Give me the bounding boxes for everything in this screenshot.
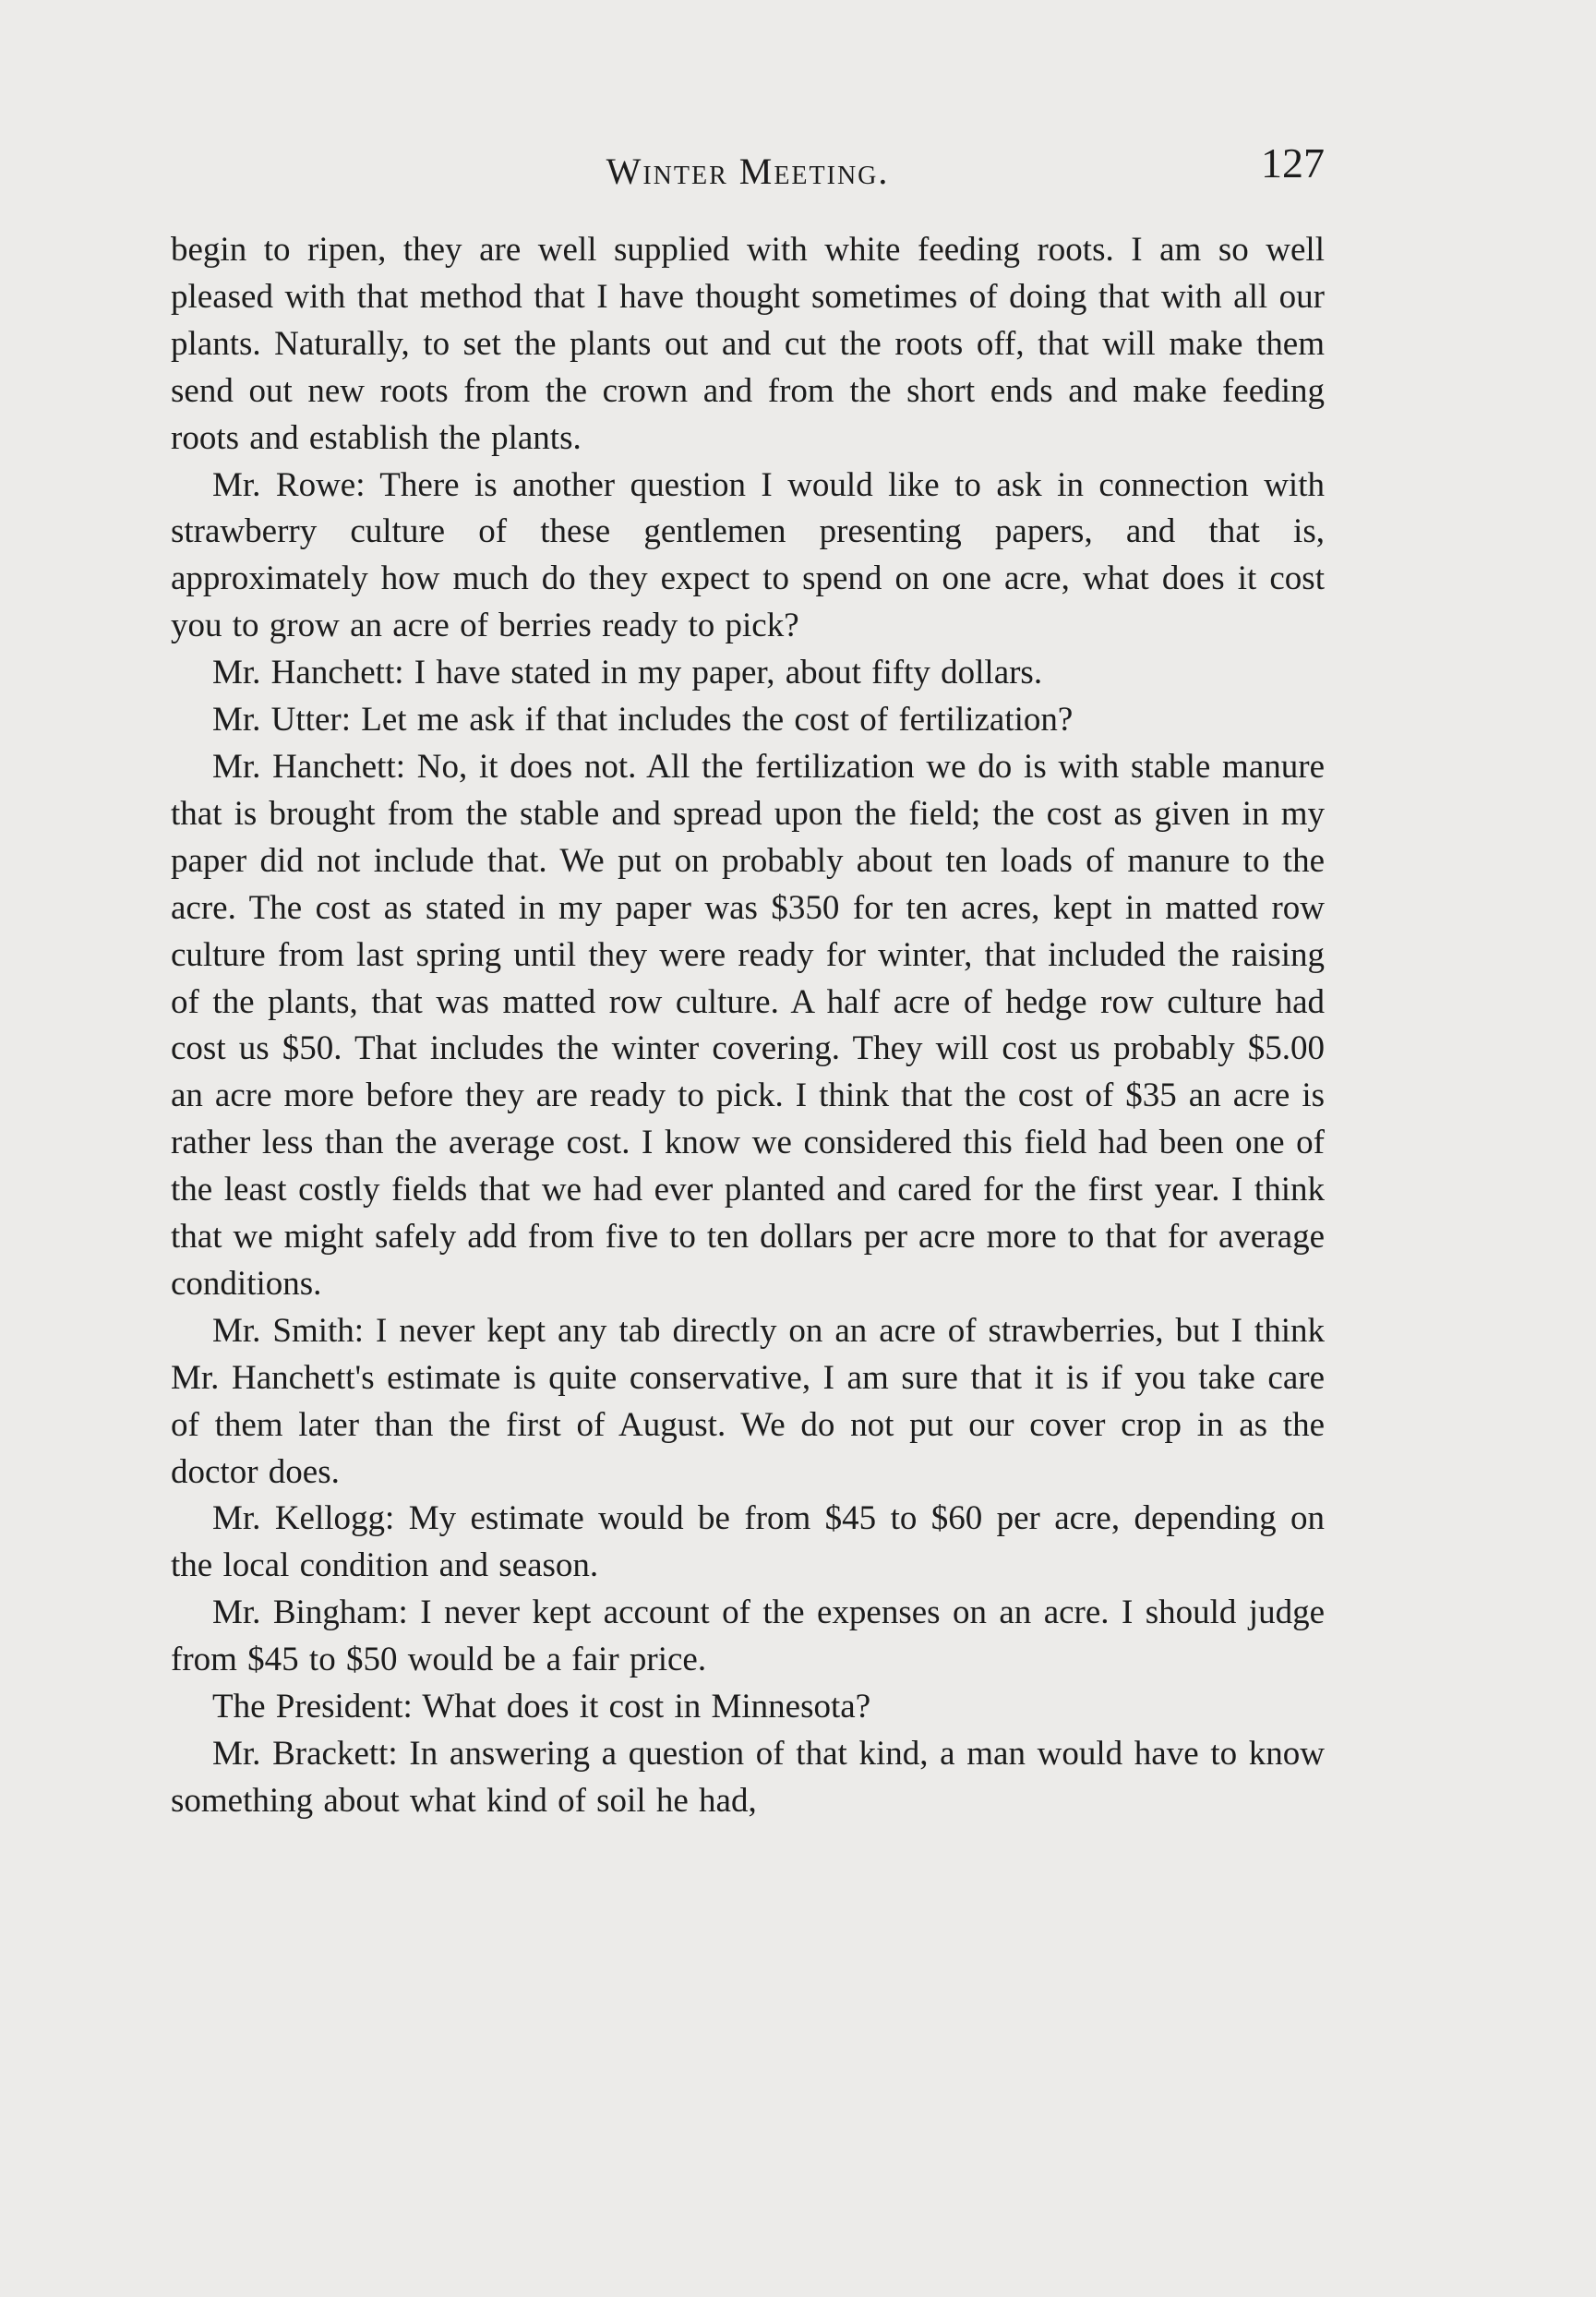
speaker-name: Mr. Brackett: (212, 1735, 398, 1773)
speaker-name: The President: (212, 1688, 413, 1726)
paragraph-text: I never kept any tab directly on an acre of strawberries, but I think Mr. Hanchett's estimate is quite conservative, I am sure that it is if you take care of them later than the first of August. We do not put our cover crop in as the doctor does. (171, 1311, 1325, 1491)
paragraph (171, 1496, 1325, 1590)
paragraph-text: Let me ask if that includes the cost of fertilization? (361, 701, 1074, 740)
speaker-name: Mr. Bingham: (212, 1593, 408, 1632)
page-header (171, 138, 1325, 194)
speaker-name: Mr. Kellogg: (212, 1499, 395, 1538)
speaker-name: Mr. Smith: (212, 1311, 365, 1350)
paragraph-text: begin to ripen, they are well supplied with white feeding roots. I am so well pleased with that method that I have thought sometimes of doing that with all our plants. Naturally, to set the plants out and cut the roots off, that will make them send out new roots from the crown and from the short ends and make feeding roots and establish the plants. (171, 231, 1325, 457)
paragraph-text: There is another question I would like to ask in connection with strawberry culture of these gentlemen presenting papers, and that is, approximately how much do they expect to spend on one acre, what does it cost you to grow an acre of berries ready to pick? (171, 465, 1325, 645)
page-number: 127 (1261, 139, 1325, 186)
paragraph (171, 463, 1325, 651)
paragraph (171, 650, 1325, 697)
speaker-name: Mr. Hanchett: (212, 747, 406, 786)
speaker-name: Mr. Rowe: (212, 465, 366, 504)
paragraph-text: What does it cost in Minnesota? (422, 1688, 871, 1726)
paragraph-text: My estimate would be from $45 to $60 per acre, depending on the local condition and season. (171, 1499, 1326, 1585)
paragraph-text: I never kept account of the expenses on an acre. I should judge from $45 to $50 would be a fair price. (171, 1593, 1326, 1679)
paragraph (171, 1731, 1325, 1825)
speaker-name: Mr. Hanchett: (212, 654, 404, 692)
paragraph-text: I have stated in my paper, about fifty dollars. (414, 654, 1043, 692)
running-head: Winter Meeting. (606, 150, 890, 192)
paragraph (171, 744, 1325, 1308)
paragraph-text: In answering a question of that kind, a man would have to know something about what kind of soil he had, (171, 1735, 1326, 1820)
paragraph (171, 1308, 1325, 1497)
speaker-name: Mr. Utter: (212, 701, 351, 740)
paragraph (171, 697, 1325, 744)
paragraph (171, 227, 1325, 463)
paragraph (171, 1684, 1325, 1731)
paragraph (171, 1590, 1325, 1684)
paragraph-text: No, it does not. All the fertilization we do is with stable manure that is brought from the stable and spread upon the field; the cost as given in my paper did not include that. We put on probably about ten loads of manure to the acre. The cost as stated in my paper was $350 for ten acres, kept in matted row culture from last spring until they were ready for winter, that included the raising of the plants, that was matted row culture. A half acre of hedge row culture had cost us $50. That includes the winter covering. They will cost us probably $5.00 an acre more before they are ready to pick. I think that the cost of $35 an acre is rather less than the average cost. I know we considered this field had been one of the least costly fields that we had ever planted and cared for the first year. I think that we might safely add from five to ten dollars per acre more to that for average conditions. (171, 747, 1325, 1303)
body-text (171, 227, 1325, 1825)
